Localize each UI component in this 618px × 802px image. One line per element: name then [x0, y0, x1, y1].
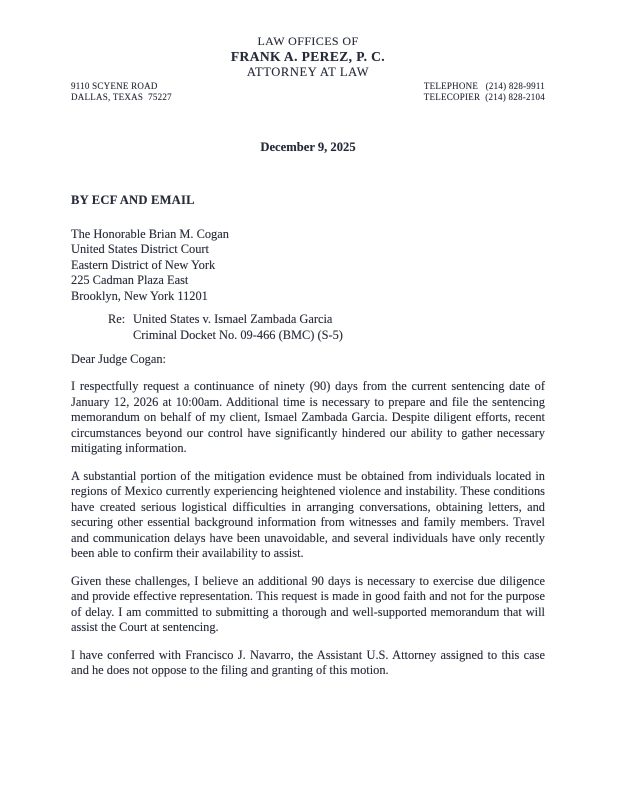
recipient-line: Eastern District of New York — [71, 257, 216, 272]
firm-address — [71, 81, 172, 104]
letterhead-contact-row — [71, 81, 545, 104]
body-paragraph: I respectfully request a continuance of ninety (90) days from the current sentencing date of January 12, 2026 at 10:00am. Additional time is necessary to prepare and file the sentencing memorandum on behalf of my client, Ismael Zambada Garcia. Despite diligent efforts, recent circumstances beyond our control have significantly hindered our ability to gather necessary mitigating information. — [71, 379, 545, 456]
firm-address-line: DALLAS, TEXAS 75227 — [71, 92, 172, 103]
recipient-line: The Honorable Brian M. Cogan — [71, 226, 229, 241]
body-paragraph: A substantial portion of the mitigation evidence must be obtained from individuals located in regions of Mexico currently experiencing heightened violence and instability. These conditions have created serious logistical difficulties in arranging conversations, obtaining letters, and securing other essential background information from witnesses and family members. Travel and communication delays have been unavoidable, and several individuals have only recently been able to confirm their availability to assist. — [71, 468, 545, 561]
firm-telephone-line: TELEPHONE (214) 828-9911 — [423, 81, 545, 92]
date-line: December 9, 2025 — [260, 139, 356, 154]
body-paragraph: I have conferred with Francisco J. Navarro, the Assistant U.S. Attorney assigned to this case and he does not oppose to the filing and granting of this motion. — [71, 647, 545, 678]
reference-block — [108, 312, 545, 343]
docket-number: Criminal Docket No. 09-466 (BMC) (S-5) — [133, 327, 343, 342]
letterhead — [71, 35, 545, 79]
letterhead-office-line: LAW OFFICES OF — [257, 34, 359, 48]
body-paragraph: Given these challenges, I believe an additional 90 days is necessary to exercise due diligence and provide effective representation. This request is made in good faith and not for the purpose of delay. I am committed to submitting a thorough and well-supported memorandum that will assist the Court at sentencing. — [71, 573, 545, 635]
letter-body — [71, 379, 545, 679]
delivery-method: BY ECF AND EMAIL — [71, 192, 195, 207]
firm-telecopier-line: TELECOPIER (214) 828-2104 — [423, 92, 545, 103]
recipient-line: United States District Court — [71, 242, 210, 257]
reference-label: Re: — [108, 312, 126, 327]
recipient-line: Brooklyn, New York 11201 — [71, 288, 208, 303]
salutation: Dear Judge Cogan: — [71, 352, 166, 367]
recipient-line: 225 Cadman Plaza East — [71, 273, 189, 288]
firm-address-line: 9110 SCYENE ROAD — [71, 81, 158, 92]
reference-lines — [133, 312, 343, 343]
recipient-block — [71, 227, 545, 305]
firm-name: FRANK A. PEREZ, P. C. — [230, 48, 386, 64]
case-name: United States v. Ismael Zambada Garcia — [133, 312, 333, 327]
firm-contacts — [424, 81, 545, 104]
attorney-tagline: ATTORNEY AT LAW — [246, 64, 370, 79]
